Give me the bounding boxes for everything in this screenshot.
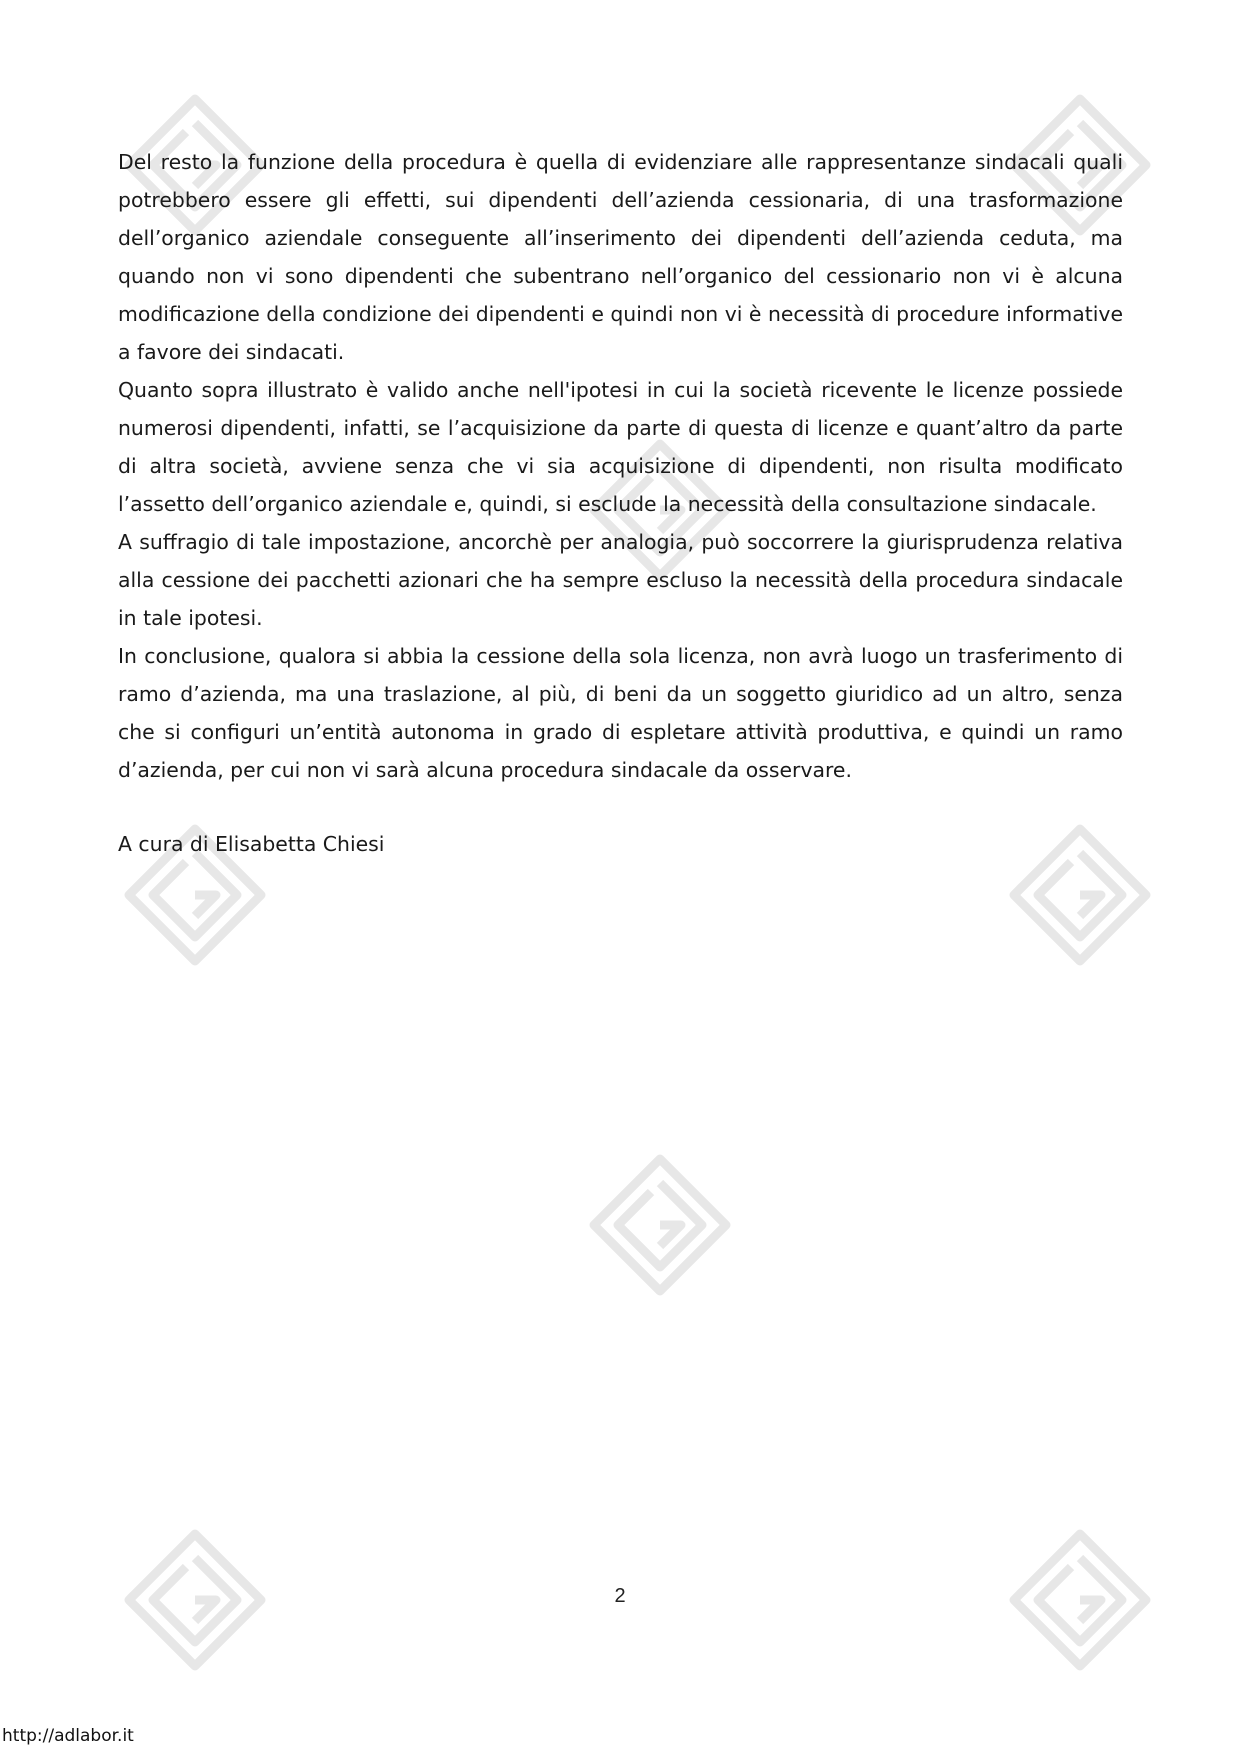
author-credit: A cura di Elisabetta Chiesi <box>118 832 385 856</box>
page-number: 2 <box>614 1585 626 1607</box>
paragraph-conclusion: In conclusione, qualora si abbia la cessione della sola licenza, non avrà luogo un trasferimento di ramo d’azienda, ma una traslazione, al più, di beni da un soggetto giuridico ad un altro, senza che si configuri un’entità autonoma in grado di espletare attività produttiva, e quindi un ramo d’azienda, per cui non vi sarà alcuna procedura sindacale da osservare. <box>118 644 1123 782</box>
paragraph-licenses-hypothesis: Quanto sopra illustrato è valido anche nell'ipotesi in cui la società ricevente le licenze possiede numerosi dipendenti, infatti, se l’acquisizione da parte di questa di licenze e quant’altro da parte di altra società, avviene senza che vi sia acquisizione di dipendenti, non risulta modificato l’assetto dell’organico aziendale e, quindi, si esclude la necessità della consultazione sindacale. <box>118 378 1123 516</box>
footer-url-link[interactable]: http://adlabor.it <box>2 1726 134 1746</box>
document-body <box>118 143 1123 863</box>
watermark-logo-icon <box>585 1150 735 1300</box>
paragraph-jurisprudence: A suffragio di tale impostazione, ancorchè per analogia, può soccorrere la giurisprudenza relativa alla cessione dei pacchetti azionari che ha sempre escluso la necessità della procedura sindacale in tale ipotesi. <box>118 530 1123 630</box>
paragraph-procedure-function: Del resto la funzione della procedura è quella di evidenziare alle rappresentanze sindacali quali potrebbero essere gli effetti, sui dipendenti dell’azienda cessionaria, di una trasformazione dell’organico aziendale conseguente all’inserimento dei dipendenti dell’azienda ceduta, ma quando non vi sono dipendenti che subentrano nell’organico del cessionario non vi è alcuna modificazione della condizione dei dipendenti e quindi non vi è necessità di procedure informative a favore dei sindacati. <box>118 150 1123 364</box>
